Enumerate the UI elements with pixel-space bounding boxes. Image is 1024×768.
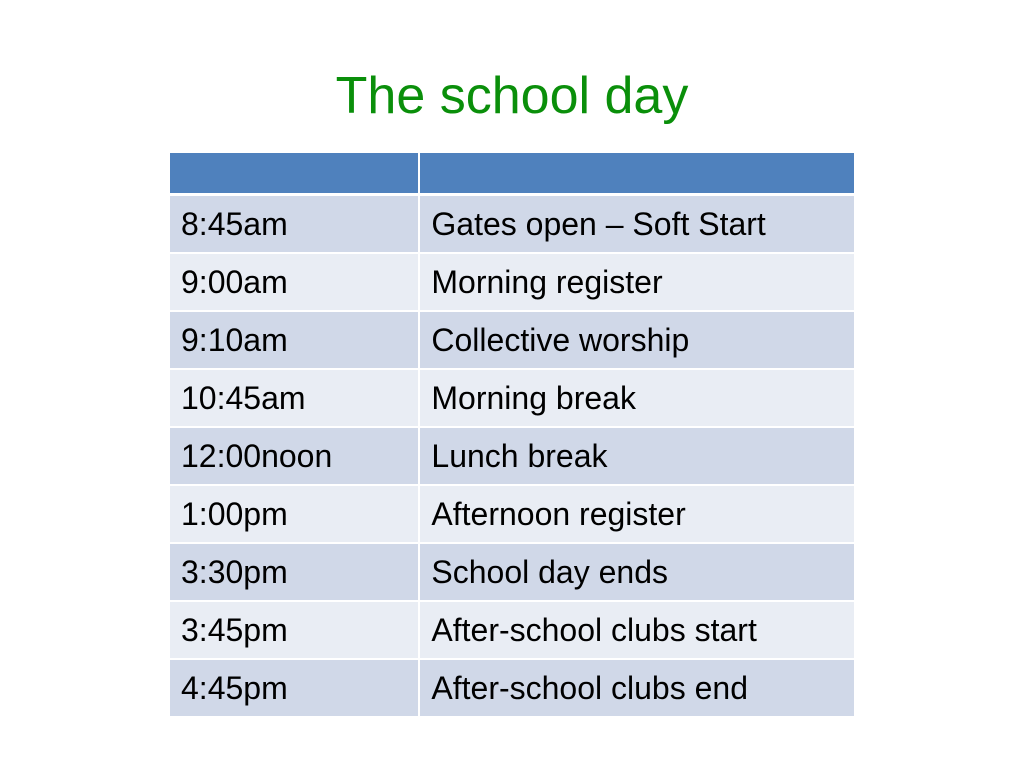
header-event — [420, 153, 854, 196]
table-row — [170, 196, 854, 254]
time-cell: 9:10am — [170, 312, 420, 370]
event-cell: Lunch break — [420, 428, 854, 486]
table-row — [170, 312, 854, 370]
time-cell: 3:45pm — [170, 602, 420, 660]
schedule-table — [170, 153, 854, 718]
table-row — [170, 370, 854, 428]
slide-title: The school day — [335, 67, 689, 125]
table-row — [170, 544, 854, 602]
time-cell: 8:45am — [170, 196, 420, 254]
event-cell: After-school clubs start — [420, 602, 854, 660]
event-cell: Afternoon register — [420, 486, 854, 544]
event-cell: Morning break — [420, 370, 854, 428]
table-row — [170, 486, 854, 544]
time-cell: 10:45am — [170, 370, 420, 428]
time-cell: 4:45pm — [170, 660, 420, 718]
event-cell: Morning register — [420, 254, 854, 312]
time-cell: 3:30pm — [170, 544, 420, 602]
event-cell: After-school clubs end — [420, 660, 854, 718]
event-cell: Gates open – Soft Start — [420, 196, 854, 254]
header-time — [170, 153, 420, 196]
time-cell: 12:00noon — [170, 428, 420, 486]
time-cell: 9:00am — [170, 254, 420, 312]
table-row — [170, 428, 854, 486]
event-cell: Collective worship — [420, 312, 854, 370]
table-row — [170, 660, 854, 718]
table-row — [170, 254, 854, 312]
event-cell: School day ends — [420, 544, 854, 602]
table-row — [170, 602, 854, 660]
time-cell: 1:00pm — [170, 486, 420, 544]
table-header-row — [170, 153, 854, 196]
